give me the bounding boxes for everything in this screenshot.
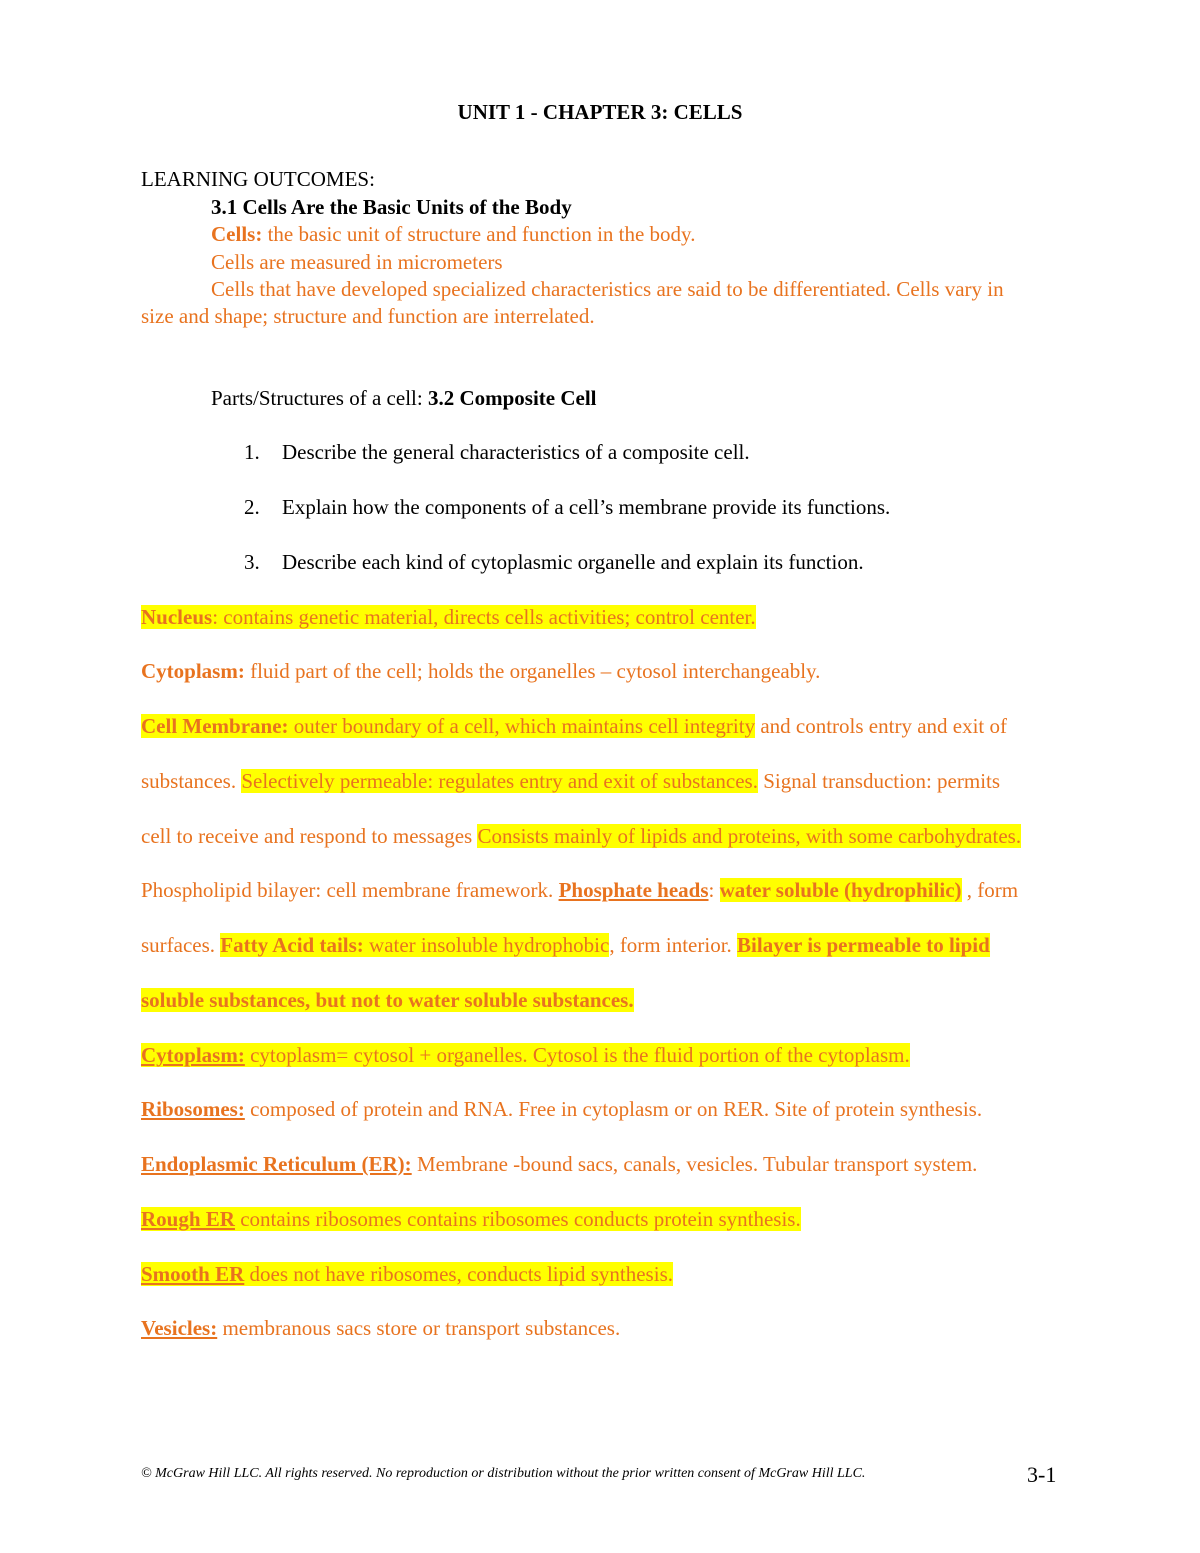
differentiated-line-2: size and shape; structure and function are interrelated. (141, 304, 595, 328)
smooth-er-term: Smooth ER (141, 1262, 245, 1286)
section-3-1-heading: 3.1 Cells Are the Basic Units of the Body (211, 195, 572, 219)
fatty-acid-tails: Fatty Acid tails: (220, 933, 364, 957)
selectively-permeable: Selectively permeable: regulates entry and exit of substances. (241, 769, 758, 793)
cytoplasm-def-2: cytoplasm= cytosol + organelles. Cytosol is the fluid portion of the cytoplasm. (244, 1043, 910, 1067)
page-title: UNIT 1 - CHAPTER 3: CELLS (457, 100, 743, 124)
objective-text: Describe each kind of cytoplasmic organelle and explain its function. (282, 550, 864, 574)
rough-er-entry (141, 1207, 801, 1232)
form-text: , form (961, 878, 1019, 902)
bilayer-permeable-1: Bilayer is permeable to lipid (737, 933, 990, 957)
er-def: Membrane -bound sacs, canals, vesicles. Tubular transport system. (411, 1152, 978, 1176)
water-soluble: water soluble (hydrophilic) (719, 878, 962, 902)
cells-definition (211, 222, 695, 247)
cytoplasm-entry-1 (141, 659, 820, 684)
cells-measured: Cells are measured in micrometers (211, 250, 503, 274)
cell-membrane-line-6 (141, 988, 634, 1013)
smooth-er-entry (141, 1262, 673, 1287)
er-term: Endoplasmic Reticulum (ER): (141, 1152, 412, 1176)
cell-membrane-t1: and controls entry and exit of (755, 714, 1008, 738)
cytoplasm-term-2: Cytoplasm: (141, 1043, 245, 1067)
rough-er-term: Rough ER (141, 1207, 235, 1231)
objective-number: 1. (244, 440, 260, 464)
cell-membrane-hl1: outer boundary of a cell, which maintains cell integrity (288, 714, 756, 738)
objective-text: Explain how the components of a cell’s membrane provide its functions. (282, 495, 891, 519)
phosphate-heads: Phosphate heads (558, 878, 709, 902)
cytoplasm-term: Cytoplasm: (141, 659, 245, 683)
cells-term: Cells: (211, 222, 263, 246)
vesicles-term: Vesicles: (141, 1316, 218, 1340)
cell-membrane-line-5 (141, 933, 990, 958)
page-number: 3-1 (1027, 1462, 1057, 1487)
objective-number: 2. (244, 495, 260, 519)
phosphate-colon: : (708, 878, 720, 902)
surfaces-text: surfaces. (141, 933, 221, 957)
cell-membrane-t4: cell to receive and respond to messages (141, 824, 478, 848)
differentiated-line-1: Cells that have developed specialized characteristics are said to be differentiated. Cells vary in (211, 277, 1004, 301)
cell-membrane-line-4 (141, 878, 1018, 903)
cytoplasm-entry-2 (141, 1043, 910, 1068)
er-entry (141, 1152, 977, 1177)
bilayer-permeable-2: soluble substances, but not to water soluble substances. (141, 988, 634, 1012)
signal-transduction: Signal transduction: permits (757, 769, 1001, 793)
cell-membrane-line-3 (141, 824, 1021, 849)
cell-membrane-t2: substances. (141, 769, 242, 793)
cells-def: the basic unit of structure and function in the body. (262, 222, 696, 246)
cytoplasm-def: fluid part of the cell; holds the organelles – cytosol interchangeably. (244, 659, 821, 683)
fatty-acid-def: water insoluble hydrophobic (363, 933, 610, 957)
objective-number: 3. (244, 550, 260, 574)
cell-membrane-line-1 (141, 714, 1007, 739)
lipids-proteins: Consists mainly of lipids and proteins, with some carbohydrates. (477, 824, 1022, 848)
nucleus-term: Nucleus (141, 605, 213, 629)
section-3-2-prefix: Parts/Structures of a cell: (211, 386, 428, 410)
smooth-er-def: does not have ribosomes, conducts lipid synthesis. (244, 1262, 673, 1286)
objective-text: Describe the general characteristics of a composite cell. (282, 440, 750, 464)
copyright-footer: © McGraw Hill LLC. All rights reserved. No reproduction or distribution without the prior written consent of McGraw Hill LLC. (141, 1466, 866, 1481)
learning-outcomes-heading: LEARNING OUTCOMES: (141, 167, 375, 191)
vesicles-entry (141, 1316, 620, 1341)
section-3-2-line (211, 386, 597, 411)
cell-membrane-line-2 (141, 769, 1000, 794)
ribosomes-entry (141, 1097, 982, 1122)
cell-membrane-term: Cell Membrane: (141, 714, 289, 738)
ribosomes-def: composed of protein and RNA. Free in cytoplasm or on RER. Site of protein synthesis. (244, 1097, 983, 1121)
nucleus-entry (141, 605, 756, 630)
nucleus-def: : contains genetic material, directs cells activities; control center. (212, 605, 756, 629)
section-3-2-heading: 3.2 Composite Cell (427, 386, 597, 410)
phospholipid-bilayer: Phospholipid bilayer: cell membrane framework. (141, 878, 559, 902)
form-interior: , form interior. (609, 933, 738, 957)
ribosomes-term: Ribosomes: (141, 1097, 245, 1121)
vesicles-def: membranous sacs store or transport substances. (217, 1316, 621, 1340)
rough-er-def: contains ribosomes contains ribosomes conducts protein synthesis. (234, 1207, 801, 1231)
